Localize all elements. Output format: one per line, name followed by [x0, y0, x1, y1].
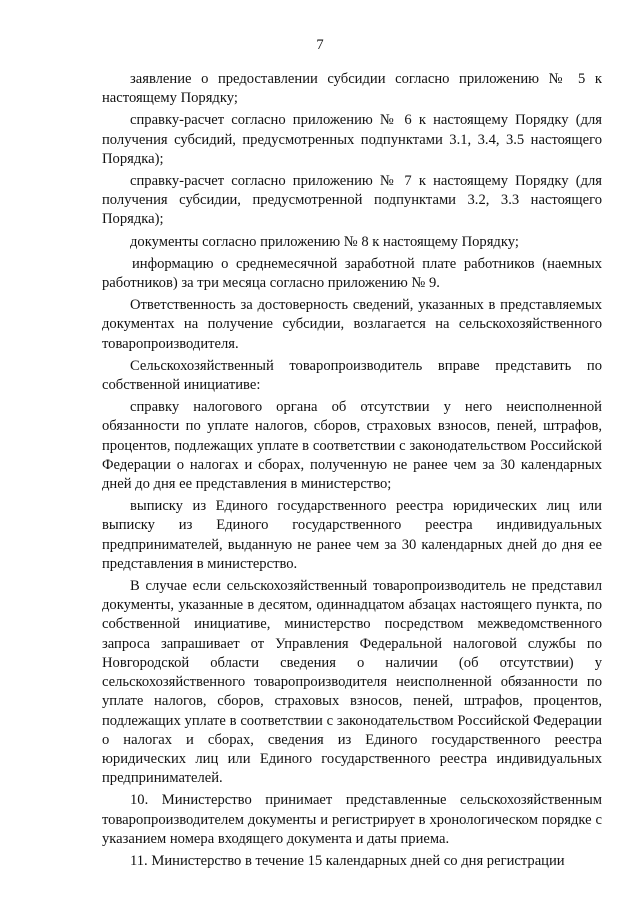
paragraph-calculation-6: справку-расчет согласно приложению № 6 к настоящему Порядку (для получения субсидий, предусмотренных подпунктами 3.1, 3.4, 3.5 настоящего Порядка); [102, 112, 602, 167]
paragraph-clause-11: 11. Министерство в течение 15 календарных дней со дня регистрации [130, 852, 565, 869]
paragraph-responsibility: Ответственность за достоверность сведений, указанных в представляемых документах на получение субсидии, возлагается на сельскохозяйственного товаропроизводителя. [102, 297, 602, 352]
paragraph-own-initiative: Сельскохозяйственный товаропроизводитель вправе представить по собственной инициативе: [102, 357, 602, 394]
paragraph-calculation-7: справку-расчет согласно приложению № 7 к настоящему Порядку (для получения субсидии, предусмотренной подпунктами 3.2, 3.3 настоящего Порядка); [102, 173, 602, 228]
page-number: 7 [316, 37, 324, 53]
paragraph-tax-certificate: справку налогового органа об отсутствии у него неисполненной обязанности по уплате налогов, сборов, страховых взносов, пеней, штрафов, процентов, подлежащих уплате в соответствии с законодательством Российской Федерации о налогах и сборах, полученную не ранее чем за 30 календарных дней до дня ее представления в министерство; [102, 399, 602, 493]
paragraph-documents-8: документы согласно приложению № 8 к настоящему Порядку; [130, 233, 519, 250]
paragraph-salary-info: информацию о среднемесячной заработной плате работников (наемных работников) за три месяца согласно приложению № 9. [102, 255, 602, 292]
paragraph-application: заявление о предоставлении субсидии согласно приложению № 5 к настоящему Порядку; [102, 71, 602, 107]
paragraph-interagency-request: В случае если сельскохозяйственный товаропроизводитель не представил документы, указанные в десятом, одиннадцатом абзацах настоящего пункта, по собственной инициативе, министерство посредством межведомственного запроса запрашивает от Управления Федеральной налоговой службы по Новгородской области сведения о наличии (об отсутствии) у сельскохозяйственного товаропроизводителя неисполненной обязанности по уплате налогов, сборов, страховых взносов, пеней, штрафов, процентов, подлежащих уплате в соответствии с законодательством Российской Федерации о налогах и сборах, сведения из Единого государственного реестра юридических лиц или Единого государственного реестра индивидуальных предпринимателей. [102, 578, 602, 787]
paragraph-registry-extract: выписку из Единого государственного реестра юридических лиц или выписку из Единого государственного реестра индивидуальных предпринимателей, выданную не ранее чем за 30 календарных дней до дня ее представления в министерство. [102, 498, 602, 572]
paragraph-clause-10: 10. Министерство принимает представленные сельскохозяйственным товаропроизводителем документы и регистрирует в хронологическом порядке с указанием номера входящего документа и даты приема. [102, 792, 602, 847]
document-body [102, 70, 602, 874]
